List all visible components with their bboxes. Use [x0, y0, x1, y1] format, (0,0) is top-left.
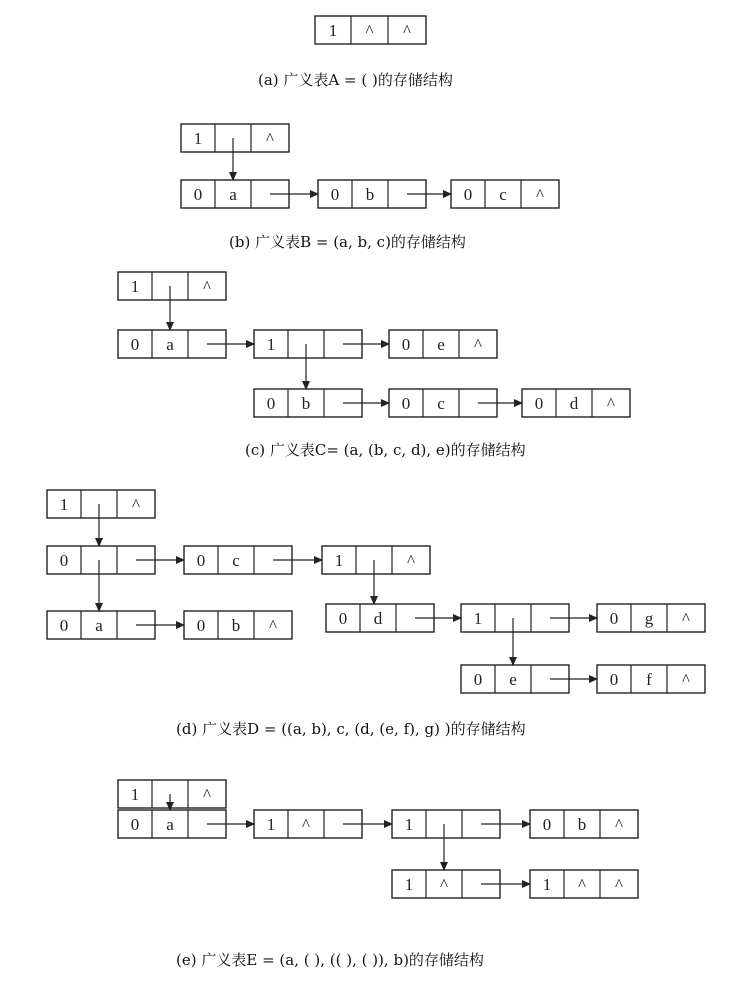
null-pointer-symbol: ^	[474, 335, 482, 354]
tag-value: 0	[196, 551, 206, 570]
tag-value: 1	[193, 129, 203, 148]
tag-value: 0	[609, 670, 619, 689]
list-node	[315, 16, 426, 44]
atom-value: c	[232, 551, 240, 570]
tag-value: 1	[542, 875, 552, 894]
null-pointer-symbol: ^	[615, 875, 623, 894]
tag-value: 0	[542, 815, 552, 834]
null-pointer-symbol: ^	[607, 394, 615, 413]
atom-value: b	[577, 815, 587, 834]
tag-value: 1	[130, 785, 140, 804]
null-pointer-symbol: ^	[302, 815, 310, 834]
null-pointer-symbol: ^	[682, 670, 690, 689]
tag-value: 0	[130, 815, 140, 834]
tag-value: 1	[266, 335, 276, 354]
null-pointer-symbol: ^	[203, 277, 211, 296]
null-pointer-symbol: ^	[407, 551, 415, 570]
null-pointer-symbol: ^	[536, 185, 544, 204]
watermark-text: 掘金技术社区 @ Mr_Dwj	[440, 925, 689, 950]
atom-value: a	[166, 815, 174, 834]
list-node	[530, 810, 638, 838]
atom-value: a	[229, 185, 237, 204]
tag-value: 0	[266, 394, 276, 413]
null-pointer-symbol: ^	[403, 21, 411, 40]
null-pointer-symbol: ^	[266, 129, 274, 148]
atom-value: e	[437, 335, 445, 354]
null-pointer-symbol: ^	[269, 616, 277, 635]
list-node	[181, 124, 289, 152]
tag-value: 0	[401, 335, 411, 354]
list-node	[451, 180, 559, 208]
list-node	[522, 389, 630, 417]
tag-value: 0	[338, 609, 348, 628]
tag-value: 1	[266, 815, 276, 834]
null-pointer-symbol: ^	[578, 875, 586, 894]
tag-value: 0	[401, 394, 411, 413]
caption-e: (e) 广义表E = (a, ( ), (( ), ( )), b)的存储结构	[176, 951, 484, 969]
tag-value: 1	[59, 495, 69, 514]
tag-value: 0	[330, 185, 340, 204]
tag-value: 1	[328, 21, 338, 40]
tag-value: 0	[59, 616, 69, 635]
list-node	[530, 870, 638, 898]
caption-c: (c) 广义表C= (a, (b, c, d), e)的存储结构	[245, 441, 526, 459]
atom-value: b	[231, 616, 241, 635]
null-pointer-symbol: ^	[132, 495, 140, 514]
tag-value: 0	[130, 335, 140, 354]
list-node	[322, 546, 430, 574]
caption-d: (d) 广义表D = ((a, b), c, (d, (e, f), g) )的存储结构	[176, 720, 526, 738]
atom-value: e	[509, 670, 517, 689]
atom-value: b	[301, 394, 311, 413]
null-pointer-symbol: ^	[365, 21, 374, 40]
atom-value: c	[437, 394, 445, 413]
tag-value: 1	[473, 609, 483, 628]
tag-value: 0	[609, 609, 619, 628]
tag-value: 0	[534, 394, 544, 413]
tag-value: 1	[130, 277, 140, 296]
atom-value: g	[644, 609, 654, 628]
tag-value: 1	[404, 815, 414, 834]
caption-a: (a) 广义表A = ( )的存储结构	[258, 71, 453, 89]
atom-value: d	[373, 609, 383, 628]
tag-value: 1	[334, 551, 344, 570]
atom-value: f	[646, 670, 652, 689]
null-pointer-symbol: ^	[615, 815, 623, 834]
tag-value: 0	[59, 551, 69, 570]
caption-b: (b) 广义表B = (a, b, c)的存储结构	[229, 233, 466, 251]
list-node	[597, 604, 705, 632]
null-pointer-symbol: ^	[203, 785, 211, 804]
null-pointer-symbol: ^	[682, 609, 690, 628]
list-node	[184, 611, 292, 639]
tag-value: 0	[473, 670, 483, 689]
null-pointer-symbol: ^	[440, 875, 448, 894]
tag-value: 0	[463, 185, 473, 204]
atom-value: a	[166, 335, 174, 354]
atom-value: a	[95, 616, 103, 635]
atom-value: c	[499, 185, 507, 204]
list-node	[118, 272, 226, 300]
list-node	[118, 780, 226, 808]
atom-value: d	[569, 394, 579, 413]
list-node	[389, 330, 497, 358]
atom-value: b	[365, 185, 375, 204]
tag-value: 1	[404, 875, 414, 894]
tag-value: 0	[193, 185, 203, 204]
list-node	[597, 665, 705, 693]
list-node	[47, 490, 155, 518]
tag-value: 0	[196, 616, 206, 635]
